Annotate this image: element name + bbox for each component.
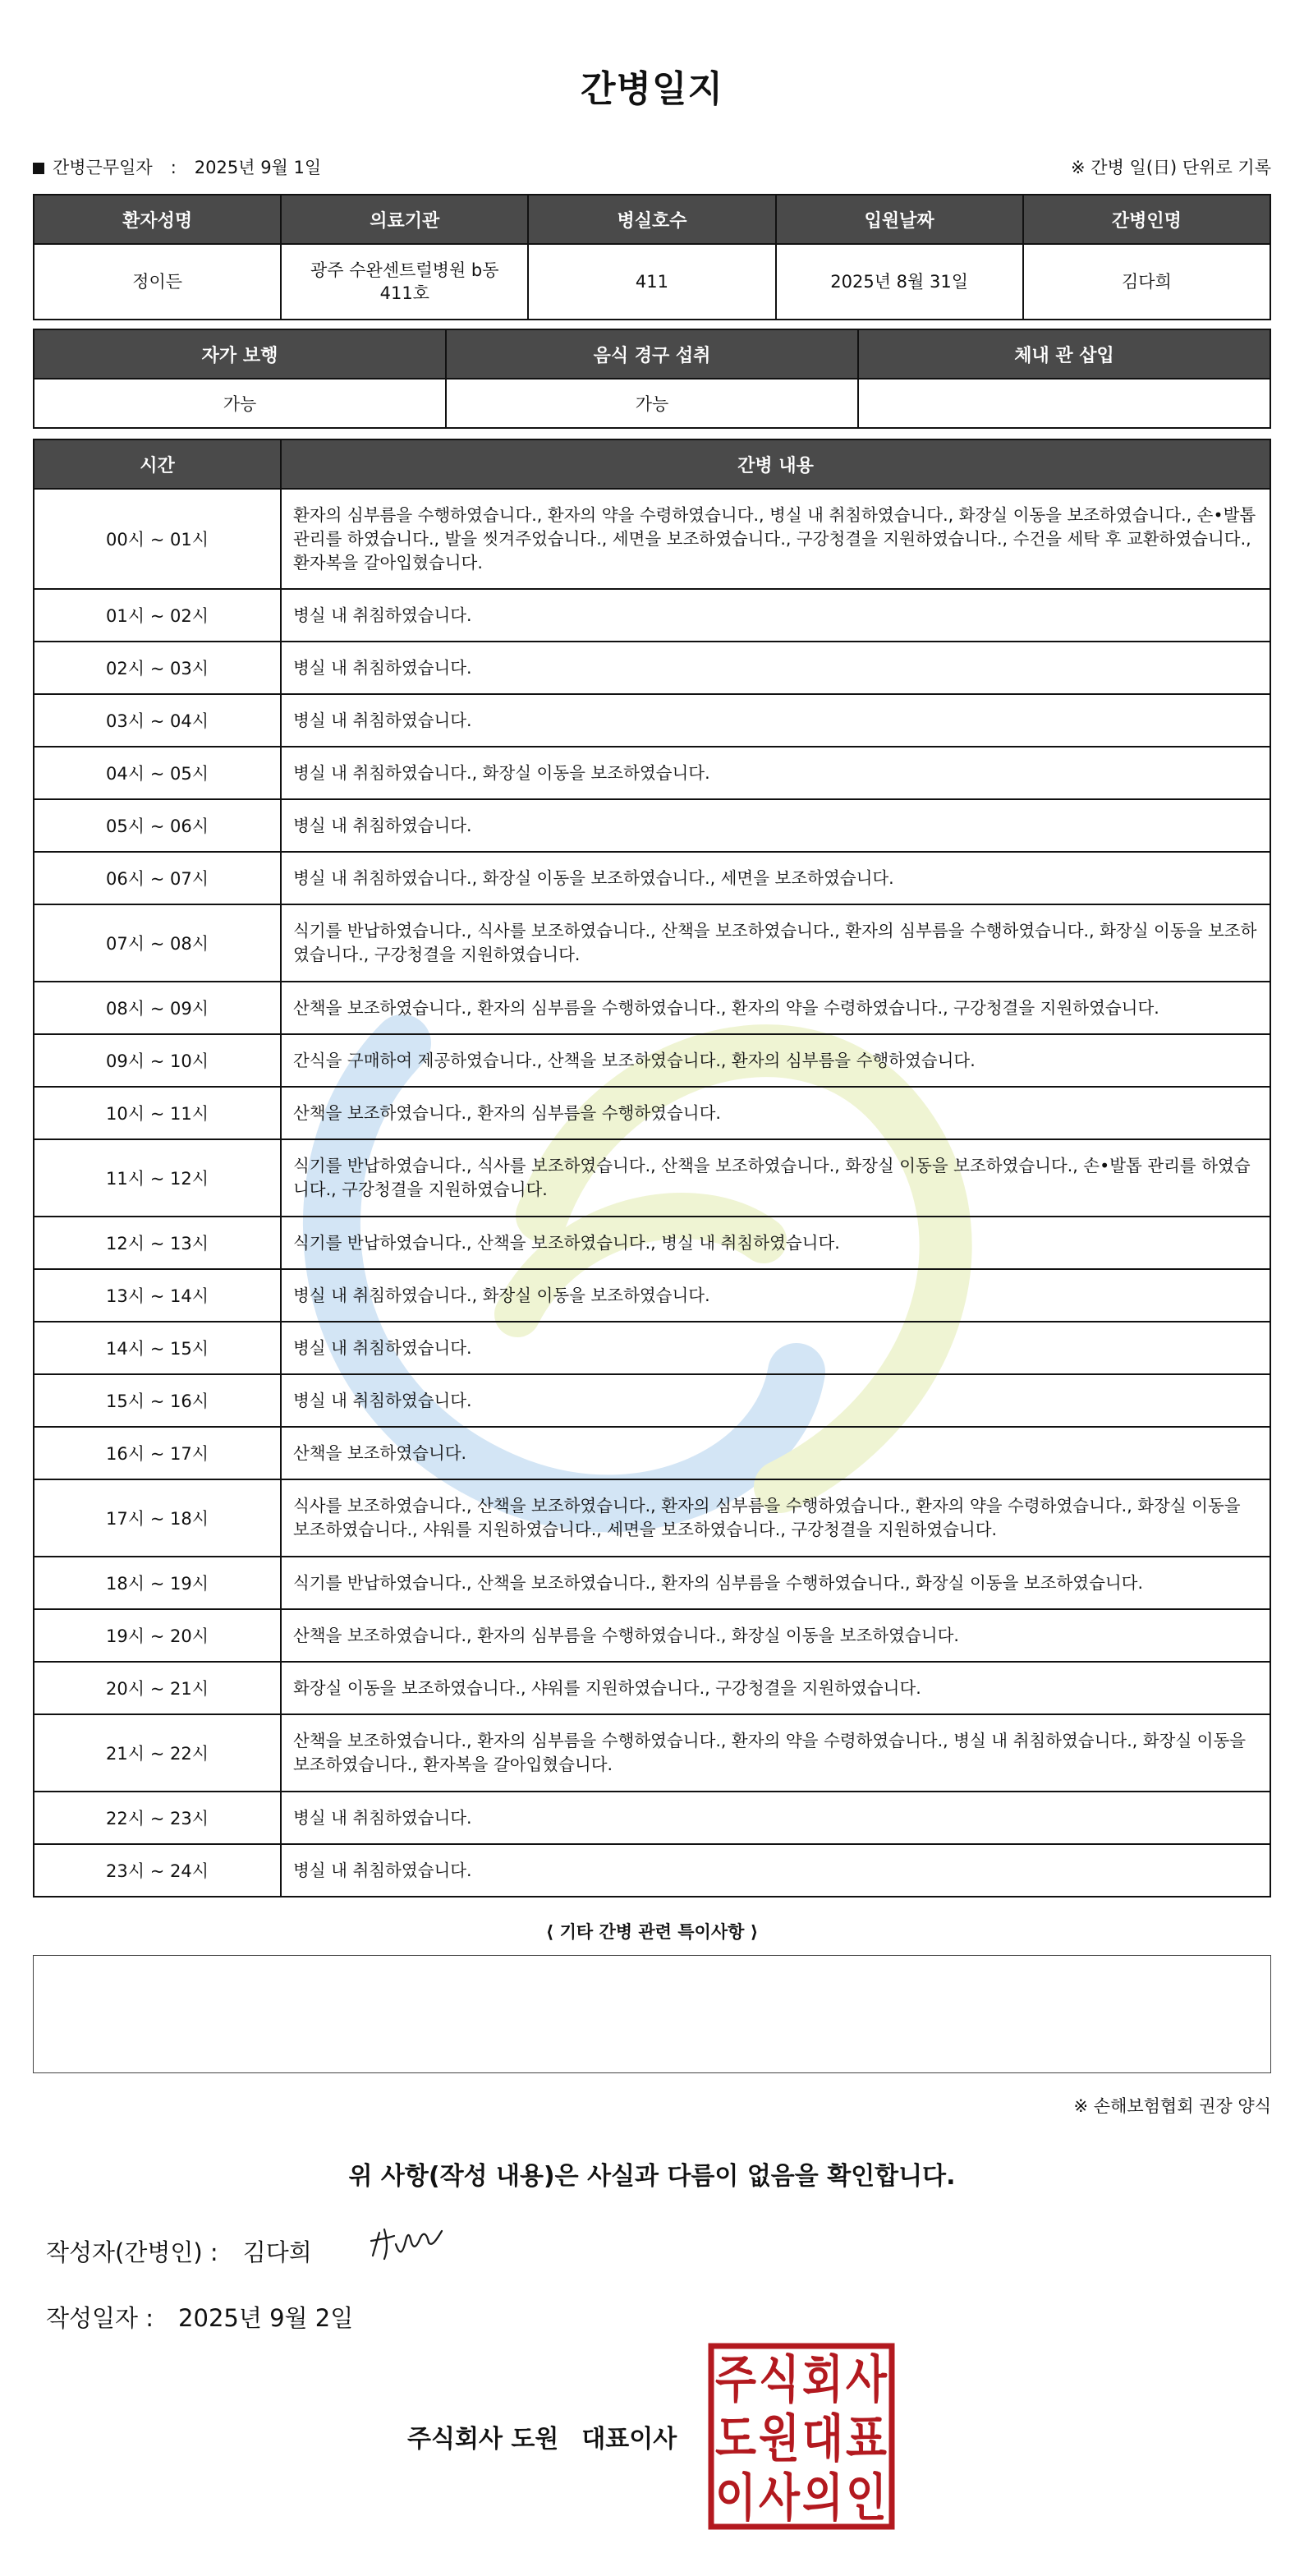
seal-character: 이 xyxy=(715,2468,756,2528)
write-date-value: 2025년 9월 2일 xyxy=(178,2304,354,2332)
writer-name: 김다희 xyxy=(242,2238,312,2266)
log-content: 병실 내 취침하였습니다., 화장실 이동을 보조하였습니다., 세면을 보조하였습니다. xyxy=(281,852,1270,904)
institution: 광주 수완센트럴병원 b동 411호 xyxy=(281,244,528,320)
self-walking-value: 가능 xyxy=(34,379,446,428)
log-time: 06시 ~ 07시 xyxy=(34,852,281,904)
log-time: 14시 ~ 15시 xyxy=(34,1322,281,1374)
log-time: 16시 ~ 17시 xyxy=(34,1427,281,1479)
log-time: 03시 ~ 04시 xyxy=(34,694,281,747)
header-tube-insertion: 체내 관 삽입 xyxy=(858,329,1270,379)
special-notes-title: ⟨ 기타 간병 관련 특이사항 ⟩ xyxy=(545,1922,759,1942)
care-log-row xyxy=(34,1139,1270,1217)
care-log-row xyxy=(34,904,1270,982)
care-log-row xyxy=(34,1087,1270,1139)
log-content: 식기를 반납하였습니다., 식사를 보조하였습니다., 산책을 보조하였습니다., 환자의 심부름을 수행하였습니다., 화장실 이동을 보조하였습니다., 구강청결을 지원하였습니다. xyxy=(281,904,1270,982)
care-log-row xyxy=(34,852,1270,904)
write-date-row xyxy=(46,2300,353,2334)
care-log-row xyxy=(34,1479,1270,1557)
log-content: 산책을 보조하였습니다., 환자의 심부름을 수행하였습니다., 환자의 약을 수령하였습니다., 구강청결을 지원하였습니다. xyxy=(281,982,1270,1034)
header-self-walking: 자가 보행 xyxy=(34,329,446,379)
log-content: 산책을 보조하였습니다., 환자의 심부름을 수행하였습니다. xyxy=(281,1087,1270,1139)
log-content: 식기를 반납하였습니다., 식사를 보조하였습니다., 산책을 보조하였습니다., 화장실 이동을 보조하였습니다., 손•발톱 관리를 하였습니다., 구강청결을 지원하였습니다. xyxy=(281,1139,1270,1217)
seal-character: 식 xyxy=(759,2349,800,2409)
seal-character: 원 xyxy=(759,2408,800,2468)
care-log-row xyxy=(34,589,1270,642)
care-log-row xyxy=(34,1322,1270,1374)
care-log-row xyxy=(34,642,1270,694)
work-date-label: 간병근무일자 xyxy=(53,158,153,177)
log-time: 04시 ~ 05시 xyxy=(34,747,281,799)
log-content: 병실 내 취침하였습니다. xyxy=(281,589,1270,642)
log-content: 병실 내 취침하였습니다., 화장실 이동을 보조하였습니다. xyxy=(281,1269,1270,1322)
care-log-row xyxy=(34,1269,1270,1322)
care-log-row xyxy=(34,1792,1270,1844)
patient-info-table xyxy=(33,194,1271,320)
log-content: 병실 내 취침하였습니다. xyxy=(281,1844,1270,1897)
log-time: 09시 ~ 10시 xyxy=(34,1034,281,1087)
log-time: 02시 ~ 03시 xyxy=(34,642,281,694)
log-time: 08시 ~ 09시 xyxy=(34,982,281,1034)
log-time: 19시 ~ 20시 xyxy=(34,1609,281,1662)
special-notes-box xyxy=(33,1955,1271,2073)
log-content: 산책을 보조하였습니다., 환자의 심부름을 수행하였습니다., 화장실 이동을 보조하였습니다. xyxy=(281,1609,1270,1662)
log-time: 07시 ~ 08시 xyxy=(34,904,281,982)
writer-label: 작성자(간병인) : xyxy=(46,2238,218,2266)
log-time: 11시 ~ 12시 xyxy=(34,1139,281,1217)
header-patient-name: 환자성명 xyxy=(34,195,281,244)
care-log-row xyxy=(34,1217,1270,1269)
care-log-table xyxy=(33,439,1271,1898)
company-seal-stamp xyxy=(708,2343,895,2530)
log-content: 병실 내 취침하였습니다. xyxy=(281,799,1270,852)
unit-note: ※ 간병 일(日) 단위로 기록 xyxy=(1071,158,1271,177)
care-log-row xyxy=(34,694,1270,747)
care-log-row xyxy=(34,1034,1270,1087)
log-content: 병실 내 취침하였습니다. xyxy=(281,1374,1270,1427)
work-date-value: 2025년 9월 1일 xyxy=(194,158,322,177)
log-content: 병실 내 취침하였습니다. xyxy=(281,694,1270,747)
log-content: 병실 내 취침하였습니다. xyxy=(281,642,1270,694)
care-log-row xyxy=(34,1714,1270,1792)
company-title: 대표이사 xyxy=(581,2425,677,2454)
handwritten-signature xyxy=(366,2223,457,2264)
care-log-row xyxy=(34,1662,1270,1714)
confirmation-statement: 위 사항(작성 내용)은 사실과 다름이 없음을 확인합니다. xyxy=(348,2162,956,2191)
writer-row xyxy=(46,2234,312,2268)
log-time: 05시 ~ 06시 xyxy=(34,799,281,852)
log-time: 18시 ~ 19시 xyxy=(34,1557,281,1609)
care-log-row xyxy=(34,489,1270,589)
log-time: 20시 ~ 21시 xyxy=(34,1662,281,1714)
square-bullet-icon xyxy=(33,163,44,174)
log-time: 13시 ~ 14시 xyxy=(34,1269,281,1322)
work-date-separator: : xyxy=(170,158,177,177)
ability-table xyxy=(33,329,1271,429)
seal-character: 인 xyxy=(846,2468,887,2528)
seal-character: 회 xyxy=(802,2349,843,2409)
log-time: 00시 ~ 01시 xyxy=(34,489,281,589)
log-content: 식기를 반납하였습니다., 산책을 보조하였습니다., 환자의 심부름을 수행하였습니다., 화장실 이동을 보조하였습니다. xyxy=(281,1557,1270,1609)
care-log-row xyxy=(34,747,1270,799)
company-name: 주식회사 도원 xyxy=(407,2425,559,2454)
log-time: 10시 ~ 11시 xyxy=(34,1087,281,1139)
header-care-content: 간병 내용 xyxy=(281,439,1270,489)
care-log-row xyxy=(34,1844,1270,1897)
seal-character: 사 xyxy=(846,2349,888,2409)
care-log-row xyxy=(34,1557,1270,1609)
document-title: 간병일지 xyxy=(580,68,723,110)
work-date-row xyxy=(33,154,321,179)
header-caregiver-name: 간병인명 xyxy=(1023,195,1270,244)
room-number: 411 xyxy=(528,244,775,320)
seal-character: 의 xyxy=(802,2468,843,2528)
log-time: 12시 ~ 13시 xyxy=(34,1217,281,1269)
log-content: 간식을 구매하여 제공하였습니다., 산책을 보조하였습니다., 환자의 심부름을 수행하였습니다. xyxy=(281,1034,1270,1087)
log-time: 17시 ~ 18시 xyxy=(34,1479,281,1557)
recommended-form-note: ※ 손해보험협회 권장 양식 xyxy=(1073,2096,1271,2116)
seal-character: 도 xyxy=(715,2408,757,2468)
log-time: 22시 ~ 23시 xyxy=(34,1792,281,1844)
header-oral-intake: 음식 경구 섭취 xyxy=(446,329,858,379)
log-content: 환자의 심부름을 수행하였습니다., 환자의 약을 수령하였습니다., 병실 내 취침하였습니다., 화장실 이동을 보조하였습니다., 손•발톱 관리를 하였습니다., 발을 씻겨주었습니다., 세면을 보조하였습니다., 구강청결을 지원하였습니다., 수건을 세탁 후 교환하였습니다., 환자복을 갈아입혔습니다. xyxy=(281,489,1270,589)
log-content: 산책을 보조하였습니다. xyxy=(281,1427,1270,1479)
log-content: 병실 내 취침하였습니다. xyxy=(281,1322,1270,1374)
seal-character: 대 xyxy=(802,2408,843,2468)
log-time: 15시 ~ 16시 xyxy=(34,1374,281,1427)
log-time: 21시 ~ 22시 xyxy=(34,1714,281,1792)
log-content: 식사를 보조하였습니다., 산책을 보조하였습니다., 환자의 심부름을 수행하였습니다., 환자의 약을 수령하였습니다., 화장실 이동을 보조하였습니다., 샤워를 지원하였습니다., 세면을 보조하였습니다., 구강청결을 지원하였습니다. xyxy=(281,1479,1270,1557)
seal-character: 표 xyxy=(846,2408,888,2468)
header-institution: 의료기관 xyxy=(281,195,528,244)
header-time: 시간 xyxy=(34,439,281,489)
log-content: 산책을 보조하였습니다., 환자의 심부름을 수행하였습니다., 환자의 약을 수령하였습니다., 병실 내 취침하였습니다., 화장실 이동을 보조하였습니다., 환자복을 갈아입혔습니다. xyxy=(281,1714,1270,1792)
log-content: 식기를 반납하였습니다., 산책을 보조하였습니다., 병실 내 취침하였습니다. xyxy=(281,1217,1270,1269)
log-time: 01시 ~ 02시 xyxy=(34,589,281,642)
header-room-number: 병실호수 xyxy=(528,195,775,244)
seal-character: 사 xyxy=(759,2468,801,2528)
log-content: 병실 내 취침하였습니다., 화장실 이동을 보조하였습니다. xyxy=(281,747,1270,799)
care-log-row xyxy=(34,799,1270,852)
care-log-row xyxy=(34,1427,1270,1479)
write-date-label: 작성일자 : xyxy=(46,2304,154,2332)
header-admission-date: 입원날짜 xyxy=(776,195,1023,244)
seal-character: 주 xyxy=(715,2349,757,2409)
tube-insertion-value xyxy=(858,379,1270,428)
care-log-row xyxy=(34,1374,1270,1427)
patient-name: 정이든 xyxy=(34,244,281,320)
oral-intake-value: 가능 xyxy=(446,379,858,428)
log-time: 23시 ~ 24시 xyxy=(34,1844,281,1897)
care-log-row xyxy=(34,1609,1270,1662)
care-log-row xyxy=(34,982,1270,1034)
caregiver-name: 김다희 xyxy=(1023,244,1270,320)
company-signature-line xyxy=(407,2418,677,2454)
log-content: 병실 내 취침하였습니다. xyxy=(281,1792,1270,1844)
log-content: 화장실 이동을 보조하였습니다., 샤워를 지원하였습니다., 구강청결을 지원하였습니다. xyxy=(281,1662,1270,1714)
admission-date: 2025년 8월 31일 xyxy=(776,244,1023,320)
